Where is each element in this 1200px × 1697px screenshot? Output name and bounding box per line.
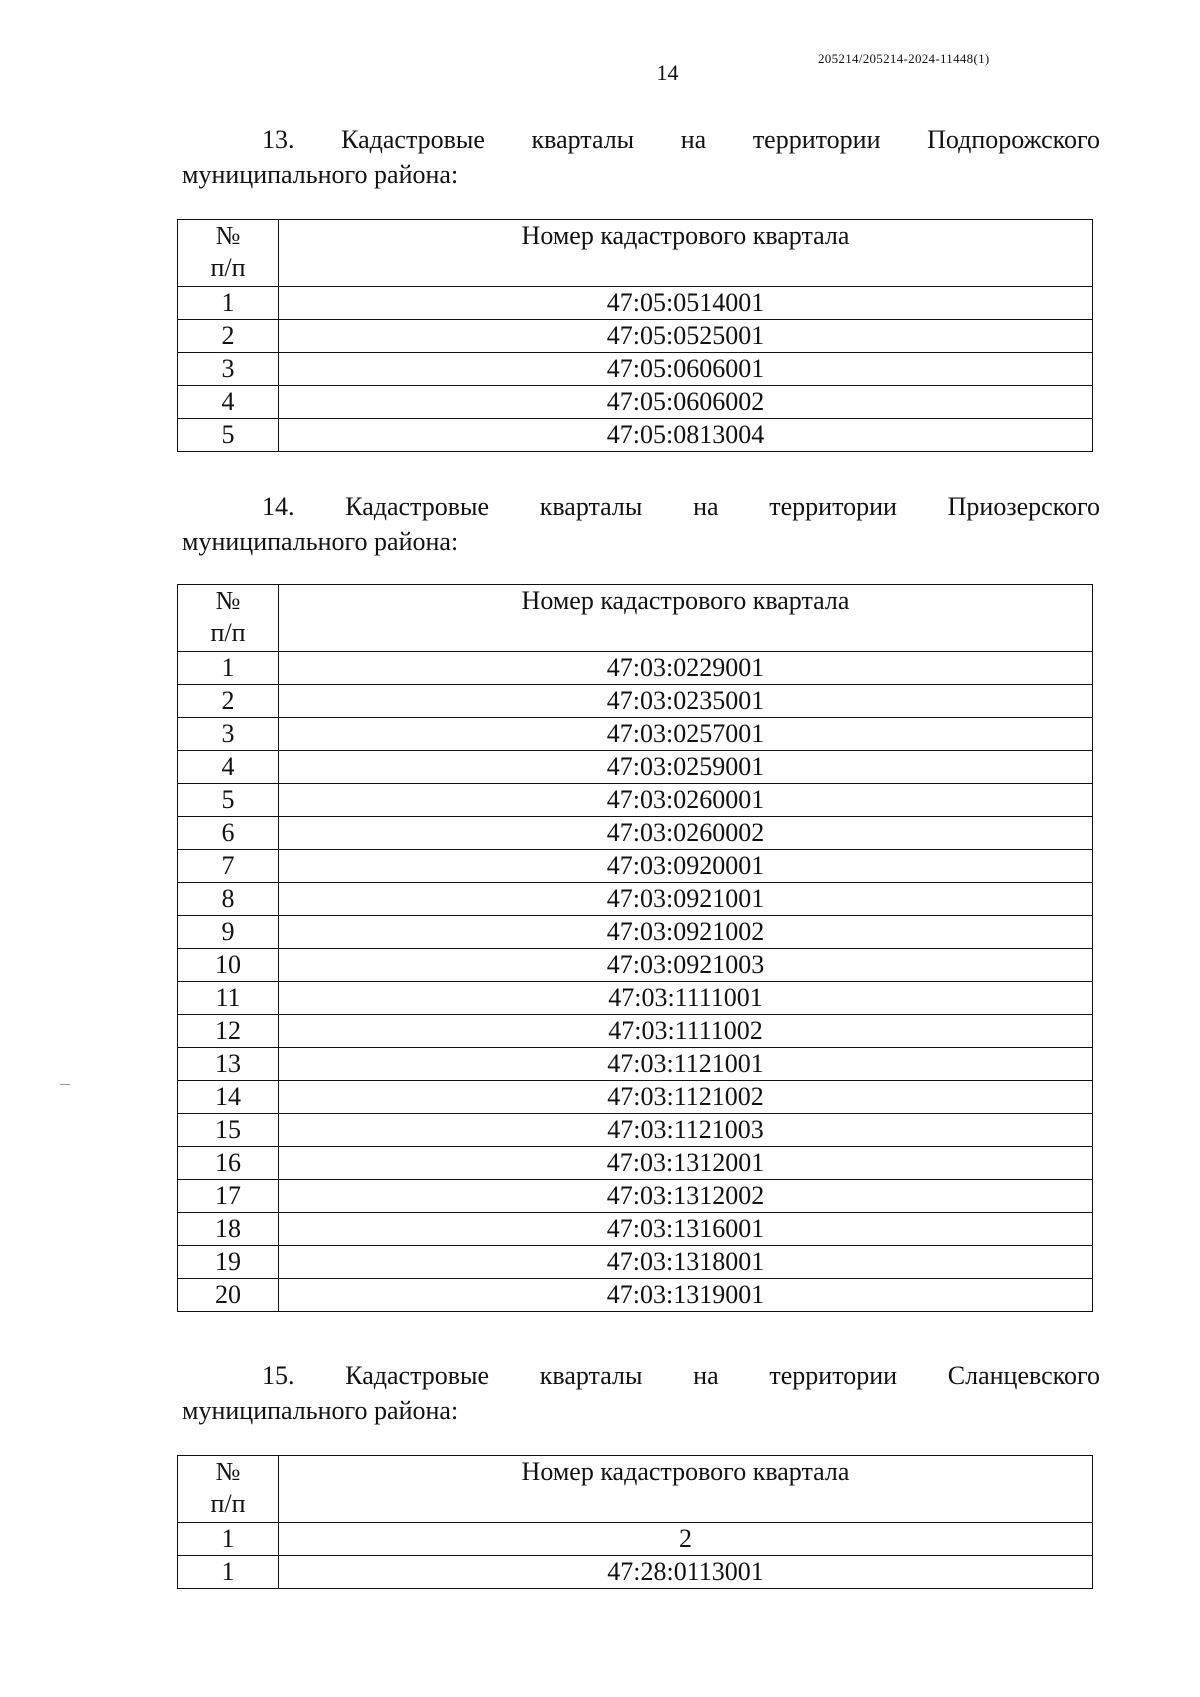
- row-number: 1: [178, 287, 279, 320]
- row-number: 10: [178, 949, 279, 982]
- table-body: [178, 652, 1093, 1312]
- cadastral-number: 47:03:1312002: [279, 1180, 1093, 1213]
- table-row: [178, 1081, 1093, 1114]
- heading-word: Кадастровые: [345, 492, 490, 521]
- cadastral-number: 47:03:0920001: [279, 850, 1093, 883]
- table-row: [178, 1114, 1093, 1147]
- cadastral-number: 47:05:0525001: [279, 320, 1093, 353]
- heading-word: Кадастровые: [341, 125, 485, 154]
- table-row: [178, 652, 1093, 685]
- row-number: 14: [178, 1081, 279, 1114]
- cadastral-number: 47:03:0921001: [279, 883, 1093, 916]
- table-row: [178, 1523, 1093, 1556]
- heading-word: кварталы: [539, 1361, 643, 1390]
- table-row: [178, 1048, 1093, 1081]
- cadastral-number: 47:03:0921003: [279, 949, 1093, 982]
- table-row: [178, 685, 1093, 718]
- column-header-code: Номер кадастрового квартала: [279, 585, 1093, 652]
- table-row: [178, 1246, 1093, 1279]
- heading-word: 14.: [262, 492, 295, 521]
- heading-word: Приозерского: [947, 492, 1100, 521]
- row-number: 2: [178, 320, 279, 353]
- row-number: 8: [178, 883, 279, 916]
- row-number: 17: [178, 1180, 279, 1213]
- cadastral-number: 2: [279, 1523, 1093, 1556]
- table-row: [178, 784, 1093, 817]
- table-row: [178, 353, 1093, 386]
- cadastral-number: 47:05:0813004: [279, 419, 1093, 452]
- column-header-num: № п/п: [178, 220, 279, 287]
- cadastral-number: 47:03:1121002: [279, 1081, 1093, 1114]
- cadastral-table-15: [177, 1455, 1093, 1589]
- column-header-code: Номер кадастрового квартала: [279, 1456, 1093, 1523]
- table-row: [178, 949, 1093, 982]
- table-row: [178, 1213, 1093, 1246]
- cadastral-number: 47:05:0606001: [279, 353, 1093, 386]
- heading-word: Сланцевского: [947, 1361, 1100, 1390]
- heading-word: Кадастровые: [345, 1361, 490, 1390]
- table-row: [178, 718, 1093, 751]
- cadastral-number: 47:28:0113001: [279, 1556, 1093, 1589]
- heading-word: территории: [752, 125, 881, 154]
- table-body: [178, 1523, 1093, 1589]
- heading-word: территории: [769, 1361, 898, 1390]
- heading-line2: муниципального района:: [182, 160, 459, 189]
- row-number: 1: [178, 1556, 279, 1589]
- cadastral-number: 47:03:0259001: [279, 751, 1093, 784]
- row-number: 12: [178, 1015, 279, 1048]
- table-row: [178, 1180, 1093, 1213]
- row-number: 18: [178, 1213, 279, 1246]
- scan-margin-mark: [60, 1084, 70, 1085]
- page-number: 14: [656, 60, 679, 85]
- table-row: [178, 751, 1093, 784]
- row-number: 3: [178, 718, 279, 751]
- section-heading-15: [182, 1358, 1100, 1428]
- cadastral-number: 47:03:1121001: [279, 1048, 1093, 1081]
- cadastral-number: 47:03:1316001: [279, 1213, 1093, 1246]
- table-row: [178, 883, 1093, 916]
- cadastral-number: 47:03:1111002: [279, 1015, 1093, 1048]
- table-row: [178, 916, 1093, 949]
- heading-word: 13.: [262, 125, 295, 154]
- row-number: 6: [178, 817, 279, 850]
- row-number: 2: [178, 685, 279, 718]
- row-number: 1: [178, 652, 279, 685]
- row-number: 19: [178, 1246, 279, 1279]
- cadastral-number: 47:03:1121003: [279, 1114, 1093, 1147]
- section-heading-14: [182, 489, 1100, 559]
- heading-word: на: [693, 1361, 719, 1390]
- cadastral-number: 47:03:0260001: [279, 784, 1093, 817]
- table-row: [178, 850, 1093, 883]
- table-row: [178, 1556, 1093, 1589]
- heading-word: Подпорожского: [927, 125, 1100, 154]
- row-number: 5: [178, 784, 279, 817]
- table-row: [178, 419, 1093, 452]
- row-number: 9: [178, 916, 279, 949]
- heading-word: кварталы: [539, 492, 643, 521]
- cadastral-table-14: [177, 584, 1093, 1312]
- row-number: 13: [178, 1048, 279, 1081]
- cadastral-number: 47:03:1312001: [279, 1147, 1093, 1180]
- row-number: 3: [178, 353, 279, 386]
- row-number: 4: [178, 751, 279, 784]
- cadastral-number: 47:03:0257001: [279, 718, 1093, 751]
- cadastral-number: 47:03:0921002: [279, 916, 1093, 949]
- heading-word: 15.: [262, 1361, 295, 1390]
- heading-word: на: [693, 492, 719, 521]
- column-header-num: № п/п: [178, 585, 279, 652]
- section-heading-13: [182, 122, 1100, 192]
- table-body: [178, 287, 1093, 452]
- row-number: 16: [178, 1147, 279, 1180]
- heading-word: территории: [769, 492, 897, 521]
- row-number: 15: [178, 1114, 279, 1147]
- table-row: [178, 982, 1093, 1015]
- row-number: 11: [178, 982, 279, 1015]
- table-row: [178, 1147, 1093, 1180]
- table-row: [178, 817, 1093, 850]
- cadastral-number: 47:05:0514001: [279, 287, 1093, 320]
- table-row: [178, 320, 1093, 353]
- heading-line2: муниципального района:: [182, 527, 459, 556]
- cadastral-number: 47:03:1319001: [279, 1279, 1093, 1312]
- table-row: [178, 1015, 1093, 1048]
- column-header-num: № п/п: [178, 1456, 279, 1523]
- table-row: [178, 386, 1093, 419]
- row-number: 7: [178, 850, 279, 883]
- heading-word: кварталы: [531, 125, 635, 154]
- heading-word: на: [680, 125, 707, 154]
- row-number: 4: [178, 386, 279, 419]
- row-number: 1: [178, 1523, 279, 1556]
- row-number: 5: [178, 419, 279, 452]
- cadastral-number: 47:03:0229001: [279, 652, 1093, 685]
- document-id: 205214/205214-2024-11448(1): [818, 51, 990, 66]
- cadastral-number: 47:05:0606002: [279, 386, 1093, 419]
- cadastral-table-13: [177, 219, 1093, 452]
- cadastral-number: 47:03:0235001: [279, 685, 1093, 718]
- cadastral-number: 47:03:0260002: [279, 817, 1093, 850]
- cadastral-number: 47:03:1111001: [279, 982, 1093, 1015]
- column-header-code: Номер кадастрового квартала: [279, 220, 1093, 287]
- table-row: [178, 1279, 1093, 1312]
- table-row: [178, 287, 1093, 320]
- heading-line2: муниципального района:: [182, 1396, 459, 1425]
- row-number: 20: [178, 1279, 279, 1312]
- cadastral-number: 47:03:1318001: [279, 1246, 1093, 1279]
